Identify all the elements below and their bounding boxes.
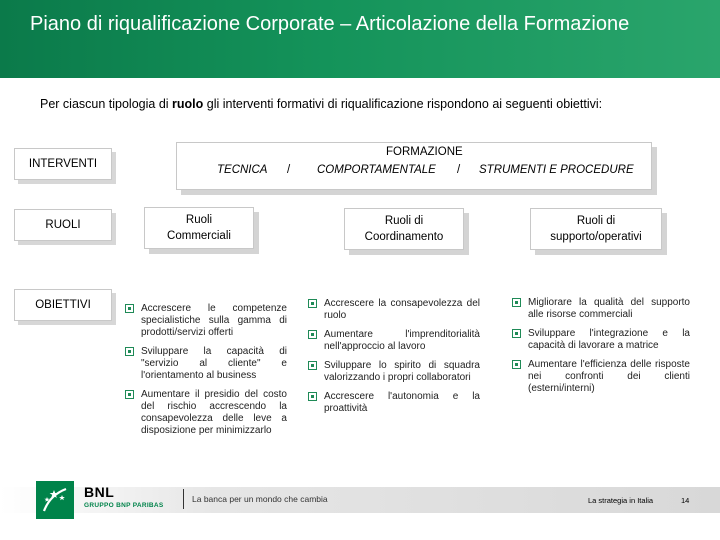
checkbox-bullet-icon <box>308 392 317 401</box>
bnl-logo-mark <box>36 481 74 519</box>
role-supporto-line2: supporto/operativi <box>550 231 642 243</box>
role-box-coordinamento <box>344 208 464 250</box>
objective-item <box>125 389 287 437</box>
checkbox-bullet-icon <box>308 330 317 339</box>
role-coordinamento-line1: Ruoli di <box>384 215 424 227</box>
objective-text: Accrescere l'autonomia e la proattività <box>324 391 480 414</box>
checkbox-bullet-icon <box>512 360 521 369</box>
formazione-separator-1: / <box>287 164 291 176</box>
row-label-ruoli-text: RUOLI <box>45 219 81 231</box>
checkbox-bullet-icon <box>125 390 134 399</box>
row-label-obiettivi-text: OBIETTIVI <box>35 299 91 311</box>
objective-item <box>308 329 480 353</box>
role-commerciali-line2: Commerciali <box>167 230 231 242</box>
brand-name: BNL <box>84 484 115 500</box>
stars-logo-icon <box>40 485 70 515</box>
objective-text: Aumentare il presidio del costo del rischio accrescendo la consapevolezza delle leve a disposizione per minimizzarlo <box>141 389 287 436</box>
role-supporto-line1: Ruoli di <box>576 215 616 227</box>
objective-item <box>308 391 480 415</box>
formazione-strumenti: STRUMENTI E PROCEDURE <box>479 164 634 176</box>
formazione-separator-2: / <box>457 164 461 176</box>
checkbox-bullet-icon <box>308 299 317 308</box>
objectives-column-supporto <box>512 297 690 402</box>
row-label-interventi <box>14 148 112 180</box>
objective-item <box>512 359 690 395</box>
row-label-obiettivi <box>14 289 112 321</box>
intro-bold-role: ruolo <box>172 97 204 111</box>
objective-item <box>308 298 480 322</box>
objectives-column-coordinamento <box>308 298 480 422</box>
objective-text: Accrescere le competenze specialistiche sulla gamma di prodotti/servizi offerti <box>141 303 287 338</box>
formazione-heading: FORMAZIONE <box>386 146 463 158</box>
intro-after: gli interventi formativi di riqualificazione rispondono ai seguenti obiettivi: <box>203 97 603 111</box>
checkbox-bullet-icon <box>512 298 521 307</box>
page-title: Piano di riqualificazione Corporate – Articolazione della Formazione <box>30 13 630 35</box>
footer-section-label: La strategia in Italia <box>588 496 654 505</box>
checkbox-bullet-icon <box>125 304 134 313</box>
objective-text: Sviluppare la capacità di "servizio al cliente" e l'orientamento al business <box>141 346 287 381</box>
formazione-comportamentale: COMPORTAMENTALE <box>317 164 436 176</box>
role-coordinamento-line2: Coordinamento <box>364 231 444 243</box>
row-label-ruoli <box>14 209 112 241</box>
formazione-box <box>176 142 652 190</box>
objective-item <box>125 346 287 382</box>
objective-item <box>512 328 690 352</box>
formazione-tecnica: TECNICA <box>217 164 268 176</box>
objective-text: Accrescere la consapevolezza del ruolo <box>324 298 480 321</box>
objectives-column-commerciali <box>125 303 287 444</box>
row-label-interventi-text: INTERVENTI <box>28 158 98 170</box>
objective-text: Sviluppare lo spirito di squadra valorizzando i propri collaboratori <box>324 360 480 383</box>
objective-text: Sviluppare l'integrazione e la capacità di lavorare a matrice <box>528 328 690 351</box>
objective-text: Aumentare l'efficienza delle risposte nei confronti dei clienti (esterni/interni) <box>528 359 690 394</box>
objective-item <box>512 297 690 321</box>
objective-text: Migliorare la qualità del supporto alle risorse commerciali <box>528 297 690 320</box>
footer-divider <box>183 489 184 509</box>
checkbox-bullet-icon <box>308 361 317 370</box>
intro-text <box>40 97 602 111</box>
checkbox-bullet-icon <box>125 347 134 356</box>
objective-text: Aumentare l'imprenditorialità nell'approccio al lavoro <box>324 329 480 352</box>
role-box-supporto <box>530 208 662 250</box>
objective-item <box>308 360 480 384</box>
checkbox-bullet-icon <box>512 329 521 338</box>
brand-slogan: La banca per un mondo che cambia <box>192 494 328 504</box>
page-number: 14 <box>681 496 690 505</box>
brand-group: GRUPPO BNP PARIBAS <box>84 502 164 509</box>
role-box-commerciali <box>144 207 254 249</box>
header-bar <box>0 0 720 78</box>
intro-before: Per ciascun tipologia di <box>40 97 173 111</box>
role-commerciali-line1: Ruoli <box>185 214 213 226</box>
objective-item <box>125 303 287 339</box>
